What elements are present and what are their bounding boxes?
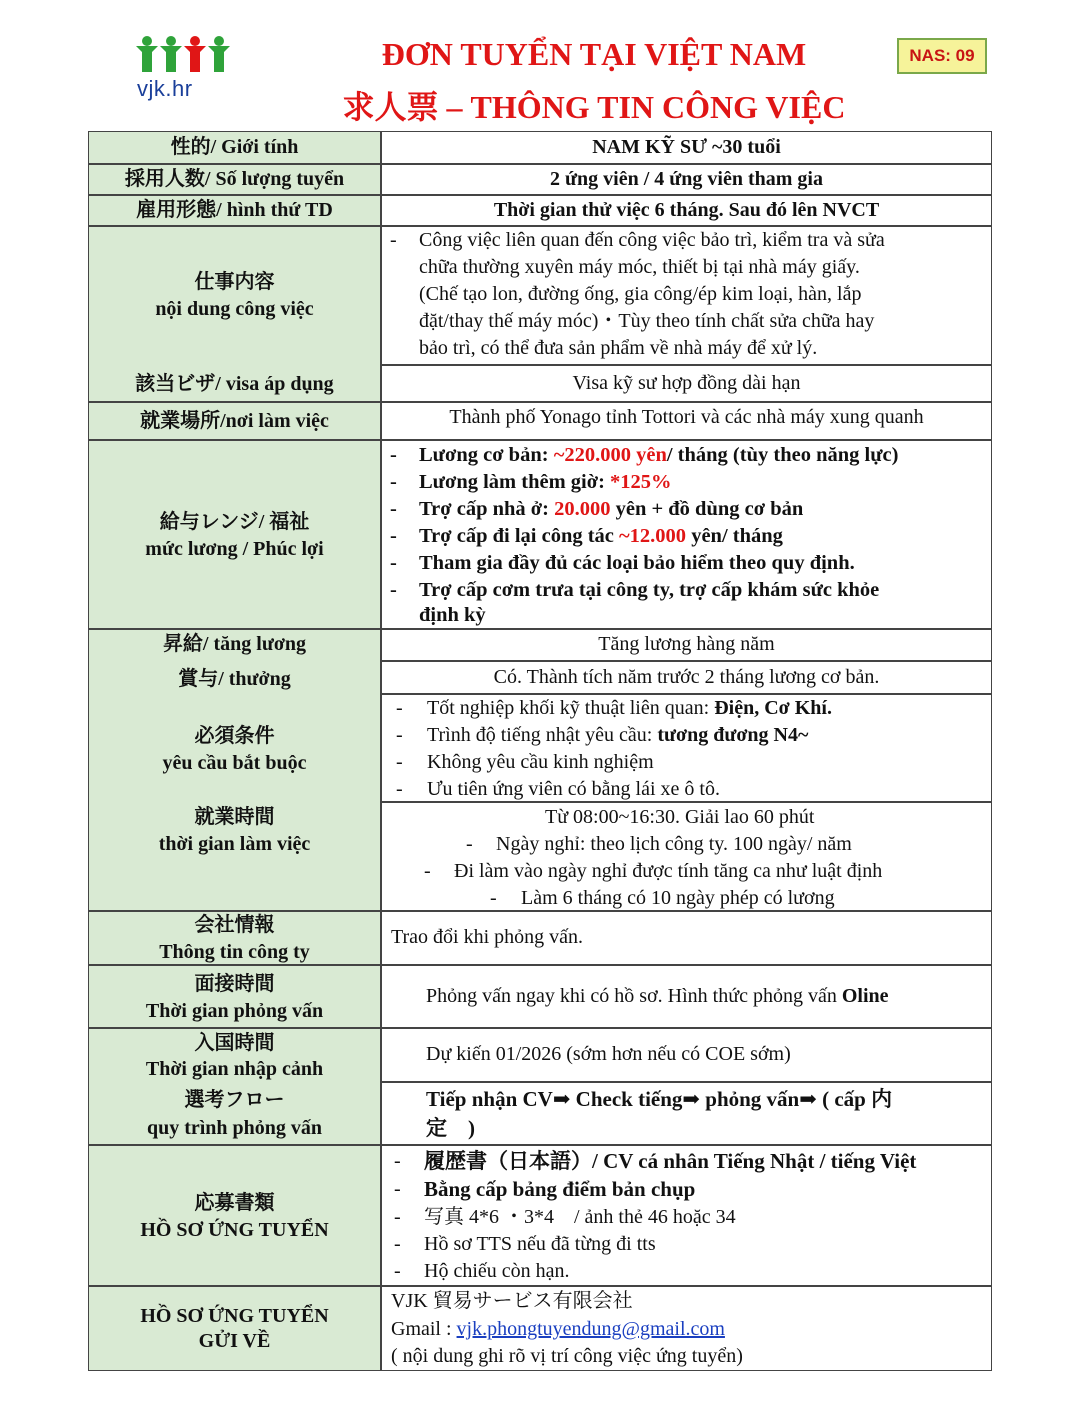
list-dash: - [396, 751, 403, 773]
salary-insurance: Tham gia đầy đủ các loại bảo hiểm theo quy định. [419, 552, 855, 574]
bonus-label: 賞与/ thưởng [178, 668, 291, 690]
list-dash: - [396, 724, 403, 746]
entry-label-jp: 入国時間 [194, 1032, 275, 1054]
hours-time: Từ 08:00~16:30. Giải lao 60 phút [545, 806, 815, 828]
req-experience: Không yêu cầu kinh nghiệm [427, 751, 654, 773]
company-name: VJK 貿易サービス有限会社 [391, 1290, 633, 1312]
job-line: bảo trì, có thể đưa sản phẩm về nhà máy để xử lý. [419, 337, 818, 359]
salary-base: Lương cơ bản: ~220.000 yên/ tháng (tùy theo năng lực) [419, 444, 899, 466]
entry-flow-label-cell [88, 1028, 381, 1145]
job-line: chữa thường xuyên máy móc, thiết bị tại nhà máy giấy. [419, 256, 860, 278]
entry-value-cell [381, 1028, 992, 1082]
flow-value-cell [381, 1082, 992, 1145]
type-label: 雇用形態/ hình thứ TD [136, 199, 333, 221]
page-subtitle: 求人票 – THÔNG TIN CÔNG VIỆC [342, 89, 846, 125]
entry-value: Dự kiến 01/2026 (sớm hơn nếu có COE sớm) [426, 1043, 791, 1065]
list-dash: - [394, 1260, 401, 1282]
job-line: (Chế tạo lon, đường ống, gia công/ép kim loại, hàn, lắp [419, 283, 862, 305]
list-dash: - [394, 1150, 401, 1172]
gender-label: 性的/ Giới tính [170, 136, 299, 158]
job-visa-label-cell [88, 226, 381, 402]
type-value: Thời gian thử việc 6 tháng. Sau đó lên NVCT [381, 195, 992, 226]
interview-value-cell [381, 965, 992, 1028]
logo-text: vjk.hr [137, 76, 193, 101]
job-line: Công việc liên quan đến công việc bảo trì, kiểm tra và sửa [419, 229, 885, 251]
interview-label-cell [88, 965, 381, 1028]
req-license: Ưu tiên ứng viên có bằng lái xe ô tô. [427, 778, 720, 800]
place-value: Thành phố Yonago tỉnh Tottori và các nhà máy xung quanh [381, 402, 992, 440]
req-label-vn: yêu cầu bắt buộc [162, 752, 307, 774]
type-label-cell [88, 195, 381, 226]
req-label-jp: 必須条件 [194, 725, 275, 747]
company-label-cell [88, 911, 381, 965]
req-education: Tốt nghiệp khối kỹ thuật liên quan: Điện, Cơ Khí. [427, 697, 832, 719]
flow-label-vn: quy trình phỏng vấn [146, 1117, 323, 1139]
entry-label-vn: Thời gian nhập cảnh [145, 1058, 324, 1080]
salary-housing: Trợ cấp nhà ở: 20.000 yên + đồ dùng cơ bản [419, 498, 804, 520]
docs-cv: 履歴書（日本語）/ CV cá nhân Tiếng Nhật / tiếng Việt [424, 1149, 917, 1173]
send-label-2: GỬI VỀ [198, 1330, 271, 1352]
docs-label-cell [88, 1145, 381, 1286]
visa-label: 該当ビザ/ visa áp dụng [135, 373, 334, 395]
hours-label-vn: thời gian làm việc [158, 833, 311, 855]
list-dash: - [390, 471, 397, 493]
job-line: đặt/thay thế máy móc)・Tùy theo tính chất sửa chữa hay [419, 310, 875, 332]
list-dash: - [394, 1178, 401, 1200]
list-dash: - [390, 579, 397, 601]
gmail-label: Gmail : [391, 1318, 457, 1340]
company-value-cell [381, 911, 992, 965]
salary-travel: Trợ cấp đi lại công tác ~12.000 yên/ tháng [419, 525, 783, 547]
docs-passport: Hộ chiếu còn hạn. [424, 1260, 570, 1282]
company-label-vn: Thông tin công ty [159, 941, 310, 963]
place-label-cell [88, 402, 381, 440]
list-dash: - [390, 525, 397, 547]
hours-paid-leave: Làm 6 tháng có 10 ngày phép có lương [521, 887, 835, 909]
docs-certificates: Bằng cấp bảng điểm bản chụp [424, 1177, 696, 1201]
quantity-label: 採用人数/ Số lượng tuyển [124, 168, 345, 190]
page-title: ĐƠN TUYỂN TẠI VIỆT NAM [381, 36, 807, 72]
place-label: 就業場所/nơi làm việc [140, 410, 329, 432]
salary-label-jp: 給与レンジ/ 福祉 [159, 511, 310, 533]
job-label-vn: nội dung công việc [155, 298, 314, 320]
gmail-line [391, 1316, 725, 1343]
quantity-label-cell [88, 164, 381, 195]
raise-value: Tăng lương hàng năm [381, 629, 992, 661]
send-label-1: HỒ SƠ ỨNG TUYỂN [140, 1305, 329, 1327]
raise-bonus-req-hours-label-cell [88, 629, 381, 911]
send-note: ( nội dung ghi rõ vị trí công việc ứng tuyển) [391, 1345, 743, 1367]
interview-label-jp: 面接時間 [194, 973, 275, 995]
gender-value: NAM KỸ SƯ ~30 tuổi [381, 131, 992, 164]
salary-benefits [381, 440, 992, 629]
list-dash: - [390, 498, 397, 520]
company-value: Trao đổi khi phỏng vấn. [391, 926, 584, 948]
list-dash: - [394, 1206, 401, 1228]
salary-label-vn: mức lương / Phúc lợi [145, 538, 324, 560]
salary-lunch-cont: định kỳ [419, 604, 486, 626]
nas-badge: NAS: 09 [897, 38, 987, 74]
hours-overtime: Đi làm vào ngày nghỉ được tính tăng ca như luật định [454, 860, 883, 882]
docs-photo: 写真 4*6 ・3*4 / ảnh thẻ 46 hoặc 34 [424, 1206, 736, 1228]
interview-value: Phỏng vấn ngay khi có hồ sơ. Hình thức phỏng vấn Oline [426, 985, 889, 1007]
list-dash: - [396, 778, 403, 800]
req-language: Trình độ tiếng nhật yêu cầu: tương đương N4~ [427, 724, 809, 746]
job-label-jp: 仕事内容 [194, 271, 275, 293]
send-label-cell [88, 1286, 381, 1371]
hours-label-jp: 就業時間 [194, 806, 275, 828]
list-dash: - [394, 1233, 401, 1255]
salary-lunch: Trợ cấp cơm trưa tại công ty, trợ cấp khám sức khỏe [419, 579, 880, 601]
salary-label-cell [88, 440, 381, 629]
list-dash: - [424, 860, 431, 882]
list-dash: - [390, 444, 397, 466]
flow-label-jp: 選考フロー [184, 1089, 285, 1111]
requirements [381, 694, 992, 802]
list-dash: - [396, 697, 403, 719]
interview-label-vn: Thời gian phỏng vấn [145, 1000, 324, 1022]
bonus-value: Có. Thành tích năm trước 2 tháng lương cơ bản. [381, 661, 992, 694]
hours-holidays: Ngày nghỉ: theo lịch công ty. 100 ngày/ năm [496, 833, 852, 855]
list-dash: - [390, 229, 397, 251]
docs-tts: Hồ sơ TTS nếu đã từng đi tts [424, 1233, 656, 1255]
salary-overtime: Lương làm thêm giờ: *125% [419, 471, 672, 493]
company-label-jp: 会社情報 [194, 914, 275, 936]
list-dash: - [390, 552, 397, 574]
gender-label-cell [88, 131, 381, 164]
job-description [381, 226, 992, 365]
docs-label-jp: 応募書類 [194, 1192, 275, 1214]
flow-line: Tiếp nhận CV➡ Check tiếng➡ phỏng vấn➡ ( cấp 内 [426, 1087, 893, 1111]
email-link[interactable]: vjk.phongtuyendung@gmail.com [456, 1318, 725, 1340]
working-hours [381, 802, 992, 911]
send-info [381, 1286, 992, 1371]
list-dash: - [490, 887, 497, 909]
list-dash: - [466, 833, 473, 855]
docs-label-vn: HỒ SƠ ỨNG TUYỂN [140, 1219, 329, 1241]
flow-line-cont: 定 ) [426, 1116, 475, 1140]
raise-label: 昇給/ tăng lương [162, 633, 307, 655]
visa-value: Visa kỹ sư hợp đồng dài hạn [381, 365, 992, 402]
docs-list [381, 1145, 992, 1286]
quantity-value: 2 ứng viên / 4 ứng viên tham gia [381, 164, 992, 195]
